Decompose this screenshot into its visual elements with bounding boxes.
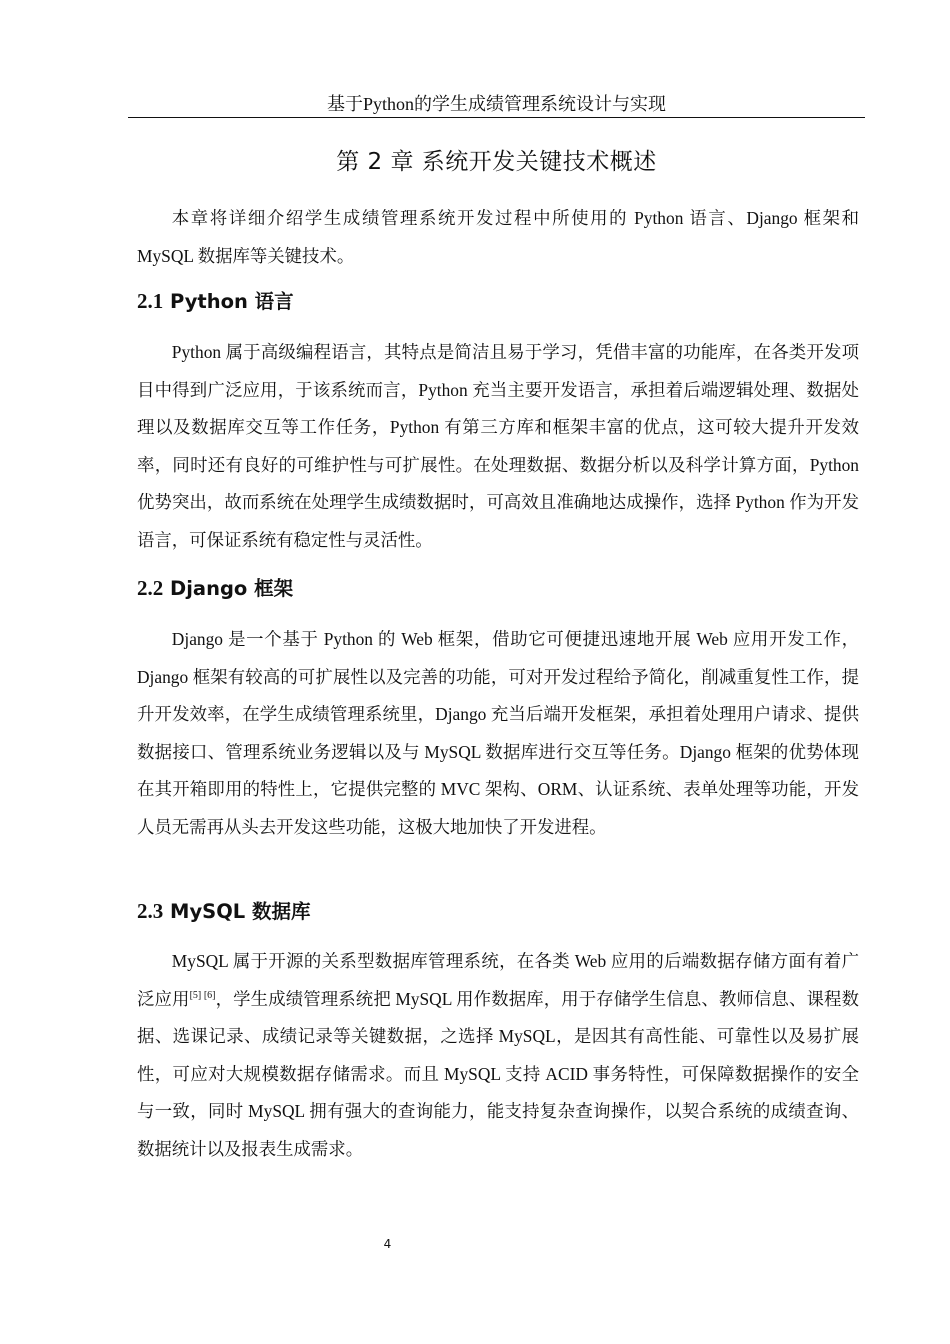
chapter-intro-paragraph: 本章将详细介绍学生成绩管理系统开发过程中所使用的 Python 语言、Django 框架和 MySQL 数据库等关键技术。 <box>137 208 859 266</box>
section-2-2-paragraph: Django 是一个基于 Python 的 Web 框架，借助它可便捷迅速地开展 Web 应用开发工作，Django 框架有较高的可扩展性以及完善的功能，可对开发过程给予简化，削减重复性工作，提升开发效率，在学生成绩管理系统里，Django 充当后端开发框架，承担着处理用户请求、提供数据接口、管理系统业务逻辑以及与 MySQL 数据库进行交互等任务。Django 框架的优势体现在其开箱即用的特性上，它提供完整的 MVC 架构、ORM、认证系统、表单处理等功能，开发人员无需再从头去开发这些功能，这极大地加快了开发进程。 <box>137 629 859 837</box>
section-number: 2.3 <box>137 899 164 923</box>
section-number: 2.2 <box>137 576 164 600</box>
header-rule <box>128 117 865 118</box>
section-title: Python 语言 <box>170 290 294 313</box>
running-header: 基于Python的学生成绩管理系统设计与实现 <box>326 94 666 114</box>
section-title: Django 框架 <box>170 577 294 600</box>
section-heading-2-1 <box>137 286 837 317</box>
page-number: 4 <box>383 1237 392 1251</box>
section-heading-2-2 <box>137 573 837 604</box>
chapter-title: 第 2 章 系统开发关键技术概述 <box>336 149 657 175</box>
section-2-3-paragraph <box>137 943 859 1168</box>
paragraph-text: ，学生成绩管理系统把 MySQL 用作数据库，用于存储学生信息、教师信息、课程数据、选课记录、成绩记录等关键数据，之选择 MySQL，是因其有高性能、可靠性以及易扩展性，可应对大规模数据存储需求。而且 MySQL 支持 ACID 事务特性，可保障数据操作的安全与一致，同时 MySQL 拥有强大的查询能力，能支持复杂查询操作，以契合系统的成绩查询、数据统计以及报表生成需求。 <box>137 988 859 1159</box>
section-2-1-paragraph: Python 属于高级编程语言，其特点是简洁且易于学习，凭借丰富的功能库，在各类开发项目中得到广泛应用，于该系统而言，Python 充当主要开发语言，承担着后端逻辑处理、数据处理以及数据库交互等工作任务，Python 有第三方库和框架丰富的优点，这可较大提升开发效率，同时还有良好的可维护性与可扩展性。在处理数据、数据分析以及科学计算方面，Python 优势突出，故而系统在处理学生成绩数据时，可高效且准确地达成操作，选择 Python 作为开发语言，可保证系统有稳定性与灵活性。 <box>137 342 859 550</box>
section-number: 2.1 <box>137 289 164 313</box>
section-heading-2-3 <box>137 896 837 927</box>
section-title: MySQL 数据库 <box>170 900 311 923</box>
citation-reference: [5] [6] <box>189 989 216 1001</box>
paragraph-text: MySQL 属于开源的关系型数据库管理系统，在各类 Web 应用的后端数据存储方面有着广泛应用 <box>137 951 859 1009</box>
